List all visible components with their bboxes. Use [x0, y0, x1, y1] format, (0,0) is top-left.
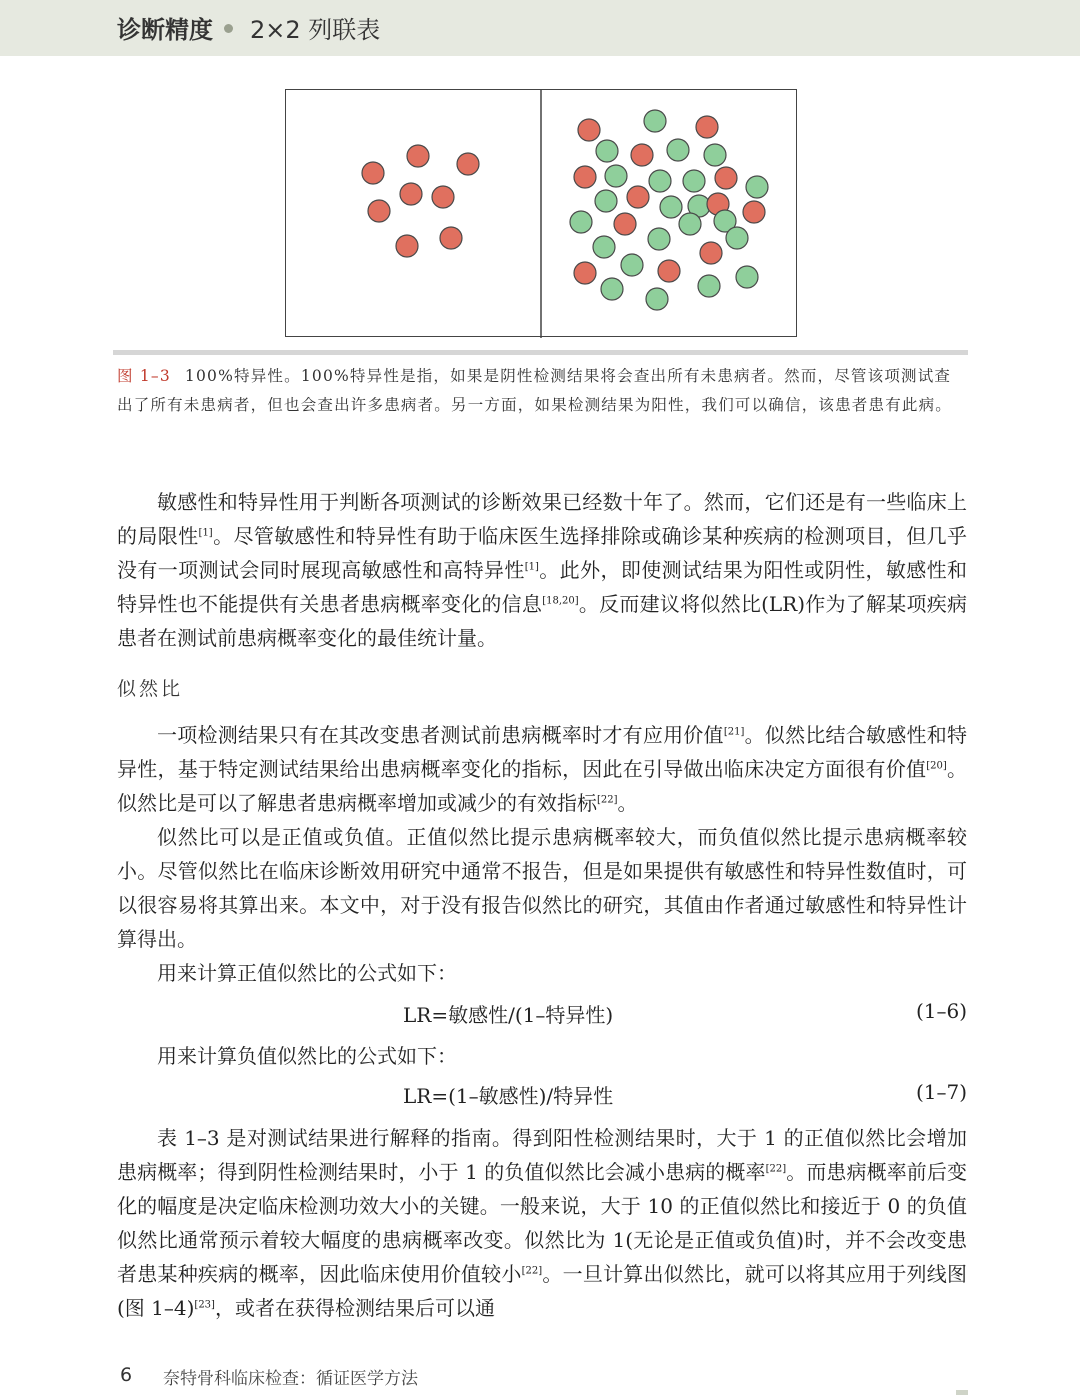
diseased-circle — [432, 186, 454, 208]
p2-text-a: 一项检测结果只有在其改变患者测试前患病概率时才有应用价值 — [157, 723, 724, 747]
footer-mark — [956, 1390, 968, 1395]
healthy-circle — [646, 288, 668, 310]
diseased-circle — [368, 200, 390, 222]
formula-number: (1–7) — [915, 1080, 967, 1104]
healthy-circle — [644, 110, 666, 132]
formula-number: (1–6) — [915, 999, 967, 1023]
formula-expression: LR=敏感性/(1–特异性) — [403, 1003, 614, 1027]
formula-1-7 — [117, 1080, 967, 1110]
healthy-circle — [570, 211, 592, 233]
healthy-circle — [746, 176, 768, 198]
healthy-circle — [596, 140, 618, 162]
diseased-circle — [627, 186, 649, 208]
p2-text-b: 。似然比结合敏感性和特异性，基于特定测试结果给出患病概率变化的指标，因此在引导做出临床决定方面很有价值 — [117, 723, 968, 781]
healthy-circle — [595, 190, 617, 212]
caption-rule — [113, 350, 968, 355]
diseased-circle — [696, 116, 718, 138]
page-number: 6 — [120, 1364, 133, 1386]
paragraph-1 — [117, 485, 967, 655]
healthy-circle — [726, 227, 748, 249]
p1-text-c: 。此外，即使测试结果为阳性或阴性，敏感性和特异性也不能提供有关患者患病概率变化的信息 — [117, 558, 968, 616]
healthy-circle — [683, 170, 705, 192]
figure-1-3 — [285, 89, 797, 337]
header-subtitle: 2×2 列联表 — [250, 16, 381, 44]
p1-text-d: 。反而建议将似然比(LR)作为了解某项疾病患者在测试前患病概率变化的最佳统计量。 — [117, 592, 968, 650]
healthy-circle — [667, 139, 689, 161]
diseased-circle — [574, 166, 596, 188]
figure-caption-text: 100%特异性。100%特异性是指，如果是阴性检测结果将会查出所有未患病者。然而，尽管该项测试查出了所有未患病者，但也会查出许多患病者。另一方面，如果检测结果为阳性，我们可以确信，该患者患有此病。 — [117, 367, 953, 414]
healthy-circle — [679, 213, 701, 235]
citation: [22] — [521, 1265, 543, 1277]
diseased-circle — [700, 242, 722, 264]
body-section-4 — [117, 1121, 967, 1325]
body-section-2 — [117, 718, 967, 990]
p1-text-a: 敏感性和特异性用于判断各项测试的诊断效果已经数十年了。然而，它们还是有一些临床上的局限性 — [117, 490, 967, 548]
citation: [1] — [524, 561, 539, 573]
citation: [22] — [597, 794, 618, 806]
body-section-3 — [117, 1039, 967, 1073]
header-title: 诊断精度 — [117, 16, 213, 44]
healthy-circle — [593, 236, 615, 258]
diseased-circle — [440, 227, 462, 249]
citation: [18,20] — [542, 595, 579, 607]
formula-1-6 — [117, 999, 967, 1029]
figure-caption — [117, 362, 967, 420]
figure-illustration — [286, 90, 798, 338]
healthy-circle — [736, 266, 758, 288]
book-title: 奈特骨科临床检查：循证医学方法 — [163, 1369, 418, 1389]
body-section-1 — [117, 485, 967, 655]
paragraph-2 — [117, 718, 967, 820]
diseased-circle — [658, 260, 680, 282]
p1-text-b: 。尽管敏感性和特异性有助于临床医生选择排除或确诊某种疾病的检测项目，但几乎没有一项测试会同时展现高敏感性和高特异性 — [117, 524, 968, 582]
p6-text-a: 表 1–3 是对测试结果进行解释的指南。得到阳性检测结果时，大于 1 的正值似然比会增加患病概率；得到阴性检测结果时，小于 1 的负值似然比会减小患病的概率 — [117, 1126, 967, 1184]
paragraph-5: 用来计算负值似然比的公式如下： — [157, 1044, 457, 1068]
diseased-circle — [631, 144, 653, 166]
bullet-dot-icon — [224, 24, 233, 33]
healthy-circle — [660, 196, 682, 218]
healthy-circle — [649, 170, 671, 192]
healthy-circle — [621, 254, 643, 276]
healthy-circle — [601, 278, 623, 300]
diseased-circle — [407, 145, 429, 167]
p2-text-c: 。似然比是可以了解患者患病概率增加或减少的有效指标 — [117, 757, 968, 815]
paragraph-6 — [117, 1121, 967, 1325]
formula-expression: LR=(1–敏感性)/特异性 — [403, 1084, 614, 1108]
healthy-circle — [605, 165, 627, 187]
healthy-circle — [648, 228, 670, 250]
citation: [21] — [723, 726, 745, 738]
p2-text-d: 。 — [617, 791, 638, 815]
diseased-circle — [578, 119, 600, 141]
p6-text-c: 。一旦计算出似然比，就可以将其应用于列线图(图 1–4) — [117, 1262, 968, 1320]
citation: [1] — [198, 527, 213, 539]
healthy-circle — [698, 275, 720, 297]
diseased-circle — [457, 153, 479, 175]
diseased-circle — [396, 235, 418, 257]
healthy-circle — [704, 144, 726, 166]
diseased-circle — [400, 183, 422, 205]
citation: [22] — [765, 1163, 787, 1175]
figure-label: 图 1–3 — [117, 367, 171, 385]
p6-text-b: 。而患病概率前后变化的幅度是决定临床检测功效大小的关键。一般来说，大于 10 的正值似然比和接近于 0 的负值似然比通常预示着较大幅度的患病概率改变。似然比为 1(无论是正值或负值)时，并不会改变患者患某种疾病的概率，因此临床使用价值较小 — [117, 1160, 967, 1286]
diseased-circle — [614, 213, 636, 235]
citation: [20] — [926, 760, 947, 772]
diseased-circle — [715, 167, 737, 189]
diseased-circle — [574, 262, 596, 284]
p6-text-d: ，或者在获得检测结果后可以通 — [214, 1296, 495, 1320]
running-header — [0, 0, 1080, 56]
diseased-circle — [362, 162, 384, 184]
section-heading: 似然比 — [117, 678, 184, 700]
paragraph-3: 似然比可以是正值或负值。正值似然比提示患病概率较大，而负值似然比提示患病概率较小。尽管似然比在临床诊断效用研究中通常不报告，但是如果提供有敏感性和特异性数值时，可以很容易将其算出来。本文中，对于没有报告似然比的研究，其值由作者通过敏感性和特异性计算得出。 — [117, 825, 967, 951]
diseased-circle — [743, 201, 765, 223]
citation: [23] — [194, 1299, 215, 1311]
paragraph-4: 用来计算正值似然比的公式如下： — [157, 961, 457, 985]
